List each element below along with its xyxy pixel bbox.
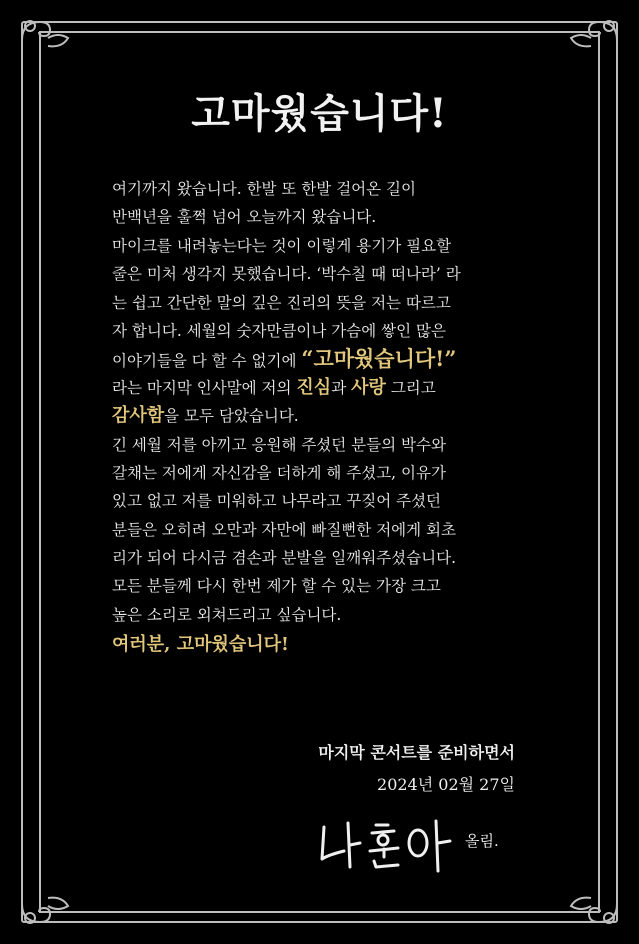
body-line (112, 402, 532, 430)
body-line: 줄은 미처 생각지 못했습니다. ‘박수칠 때 떠나라’ 라 (112, 265, 461, 284)
body-text: 라는 마지막 인사말에 저의 (112, 378, 297, 397)
body-line: 리가 되어 다시금 겸손과 분발을 일깨워주셨습니다. (112, 549, 456, 568)
sign-date: 2024년 02월 27일 (377, 775, 515, 794)
sign-suffix: 올림. (465, 832, 499, 850)
body-line: 마이크를 내려놓는다는 것이 이렇게 용기가 필요할 (112, 236, 452, 255)
body-text: 그리고 (385, 378, 436, 397)
highlight-love: 사랑 (351, 376, 386, 398)
highlight-gratitude: 감사함 (112, 405, 165, 427)
letter-body (112, 175, 532, 660)
body-text: 과 (331, 378, 352, 397)
body-line: 높은 소리로 외쳐드리고 싶습니다. (112, 605, 342, 624)
body-line (112, 374, 532, 402)
body-line: 자 합니다. 세월의 숫자만큼이나 가슴에 쌓인 많은 (112, 321, 446, 340)
body-line: 있고 없고 저를 미워하고 나무라고 꾸짖어 주셨던 (112, 492, 442, 511)
body-text: 이야기들을 다 할 수 없기에 (112, 352, 297, 371)
highlight-thanks: “고마웠습니다!” (301, 346, 457, 372)
body-line: 긴 세월 저를 아끼고 응원해 주셨던 분들의 박수와 (112, 435, 446, 454)
body-line (112, 345, 532, 373)
body-line: 반백년을 훌쩍 넘어 오늘까지 왔습니다. (112, 208, 377, 227)
body-line: 분들은 오히려 오만과 자만에 빠질뻔한 저에게 회초 (112, 520, 456, 539)
body-line: 모든 분들께 다시 한번 제가 할 수 있는 가장 크고 (112, 577, 441, 596)
body-line: 갈채는 저에게 자신감을 더하게 해 주셨고, 이유가 (112, 463, 446, 482)
letter-title: 고마웠습니다! (191, 90, 448, 137)
closing-line: 여러분, 고마웠습니다! (112, 634, 289, 656)
sign-context: 마지막 콘서트를 준비하면서 (318, 743, 515, 762)
body-text: 을 모두 담았습니다. (164, 407, 299, 426)
body-line: 는 쉽고 간단한 말의 깊은 진리의 뜻을 저는 따르고 (112, 293, 451, 312)
body-line: 여기까지 왔습니다. 한발 또 한발 걸어온 길이 (112, 180, 417, 198)
highlight-sincerity: 진심 (296, 376, 332, 398)
handwritten-signature (318, 815, 458, 875)
